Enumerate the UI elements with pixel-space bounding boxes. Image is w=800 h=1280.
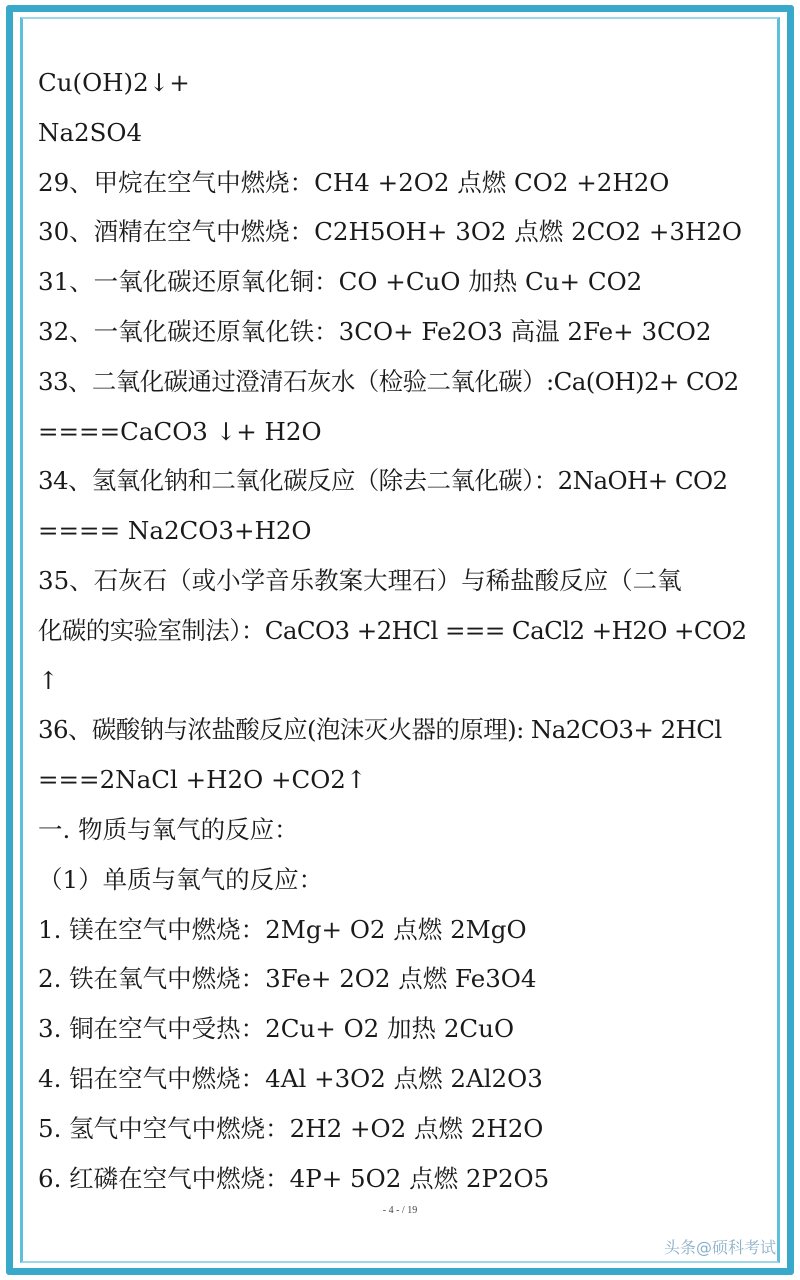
text-line: ===2NaCl +H2O +CO2↑	[38, 765, 367, 795]
text-line: 30、酒精在空气中燃烧：C2H5OH+ 3O2 点燃 2CO2 +3H2O	[38, 217, 743, 247]
text-line: 35、石灰石（或小学音乐教案大理石）与稀盐酸反应（二氧	[38, 565, 682, 595]
text-line: 4. 铝在空气中燃烧：4Al +3O2 点燃 2Al2O3	[38, 1063, 543, 1093]
text-line: 33、二氧化碳通过澄清石灰水（检验二氧化碳）:Ca(OH)2+ CO2	[38, 366, 739, 396]
text-line: 36、碳酸钠与浓盐酸反应(泡沫灭火器的原理): Na2CO3+ 2HCl	[38, 715, 722, 745]
text-line: 3. 铜在空气中受热：2Cu+ O2 加热 2CuO	[38, 1014, 515, 1044]
text-line: 化碳的实验室制法）：CaCO3 +2HCl === CaCl2 +H2O +CO2	[38, 615, 747, 645]
text-line: 5. 氢气中空气中燃烧：2H2 +O2 点燃 2H2O	[38, 1113, 544, 1143]
text-line: ====CaCO3 ↓+ H2O	[38, 416, 322, 446]
section-heading: 一. 物质与氧气的反应：	[38, 814, 299, 844]
watermark: 头条@硕科考试	[663, 1238, 776, 1257]
text-line: Na2SO4	[38, 117, 143, 147]
text-line: Cu(OH)2↓+	[38, 68, 190, 97]
text-line: 2. 铁在氧气中燃烧：3Fe+ 2O2 点燃 Fe3O4	[38, 964, 537, 994]
page-number: - 4 - / 19	[382, 1205, 418, 1216]
text-line: ==== Na2CO3+H2O	[38, 516, 312, 546]
text-line: 32、一氧化碳还原氧化铁：3CO+ Fe2O3 高温 2Fe+ 3CO2	[38, 316, 712, 346]
text-line: 29、甲烷在空气中燃烧：CH4 +2O2 点燃 CO2 +2H2O	[38, 167, 670, 197]
text-line: 31、一氧化碳还原氧化铜：CO +CuO 加热 Cu+ CO2	[38, 267, 643, 297]
text-line: ↑	[38, 665, 59, 695]
text-line: 34、氢氧化钠和二氧化碳反应（除去二氧化碳）：2NaOH+ CO2	[38, 466, 728, 496]
document-body	[38, 58, 763, 1203]
subsection-heading: （1）单质与氧气的反应：	[38, 864, 324, 894]
text-line: 1. 镁在空气中燃烧：2Mg+ O2 点燃 2MgO	[38, 914, 527, 944]
text-line: 6. 红磷在空气中燃烧：4P+ 5O2 点燃 2P2O5	[38, 1163, 550, 1193]
